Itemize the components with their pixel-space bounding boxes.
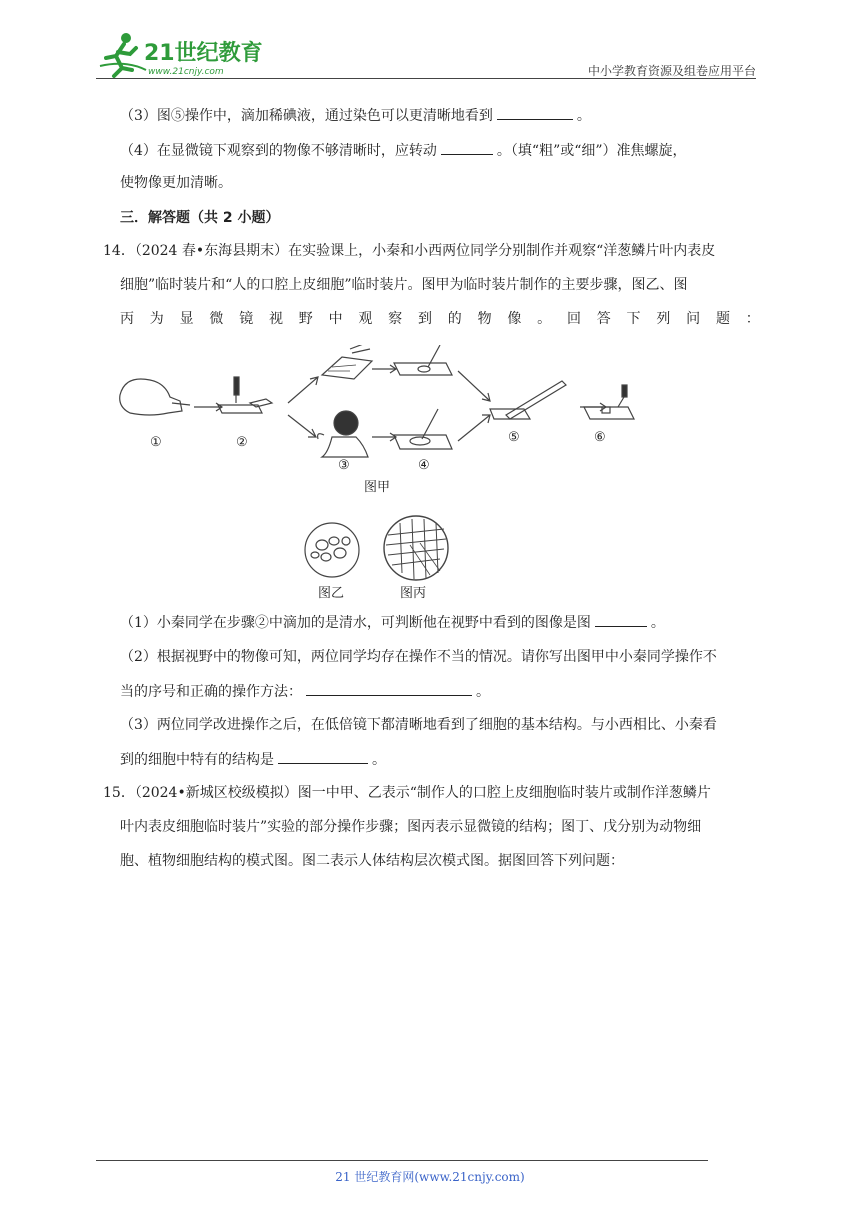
step5-coverslip-icon — [490, 381, 566, 419]
justified-char: 察 — [388, 311, 403, 327]
justified-char: 像 — [507, 311, 522, 327]
footer-divider — [96, 1160, 708, 1161]
answer-blank — [595, 612, 647, 627]
step-label: ③ — [338, 458, 350, 473]
figure-caption: 图丙 — [400, 586, 427, 601]
logo-url: www.21cnjy.com — [148, 67, 224, 77]
answer-blank — [278, 749, 368, 764]
justified-char: 题 — [715, 311, 730, 327]
step3-person-icon — [318, 411, 368, 457]
justified-char: 镜 — [239, 311, 254, 327]
footer-text: 21 世纪教育网(www.21cnjy.com) — [335, 1170, 525, 1184]
answer-blank — [306, 681, 472, 696]
circled-number: ② — [254, 615, 269, 631]
step-label: ① — [150, 435, 162, 450]
justified-char: 显 — [179, 311, 194, 327]
justified-char: 下 — [626, 311, 641, 327]
answer-blank — [497, 105, 573, 120]
q15-line1: 15．（2024•新城区校级模拟）图一中甲、乙表示“制作人的口腔上皮细胞临时装片或制作洋葱鳞片 — [103, 785, 711, 801]
figure-caption: 图甲 — [364, 480, 391, 495]
step4-slide-icon — [394, 409, 452, 449]
logo-text: 21世纪教育 — [144, 41, 263, 66]
justified-char: 视 — [268, 311, 283, 327]
justified-char: 答 — [596, 311, 611, 327]
header-divider — [96, 78, 756, 79]
experiment-figure — [110, 345, 750, 605]
answer-blank — [441, 140, 493, 155]
q14-sub2-line2: 当的序号和正确的操作方法： 。 — [120, 681, 490, 702]
q14-sub3-line1: （3）两位同学改进操作之后，在低倍镜下都清晰地看到了细胞的基本结构。与小西相比、小秦看 — [120, 717, 717, 733]
q14-line3 — [120, 309, 760, 329]
runner-logo-icon — [100, 33, 146, 76]
slide-sample-icon — [394, 345, 452, 375]
justified-char: 列 — [656, 311, 671, 327]
section-title: 三．解答题（共 2 小题） — [120, 210, 280, 226]
q14-sub2-line1: （2）根据视野中的物像可知，两位同学均存在操作不当的情况。请你写出图甲中小秦同学操作不 — [120, 649, 717, 665]
justified-char: 微 — [209, 311, 224, 327]
step2-dropper-icon — [218, 377, 272, 413]
step-label: ⑤ — [508, 430, 520, 445]
step6-stain-icon — [584, 385, 634, 419]
q14-line2: 细胞”临时装片和“人的口腔上皮细胞”临时装片。图甲为临时装片制作的主要步骤，图乙、图 — [120, 277, 688, 293]
justified-char: 。 — [537, 311, 552, 327]
justified-char: ： — [745, 311, 760, 327]
justified-char: 回 — [566, 311, 581, 327]
step1-hand-icon — [120, 379, 190, 415]
q13-item4: （4）在显微镜下观察到的物像不够清晰时，应转动 。（填“粗”或“细”）准焦螺旋， — [120, 140, 687, 161]
step-label: ⑥ — [594, 430, 606, 445]
justified-char: 丙 — [120, 311, 134, 327]
onion-peel-icon — [322, 345, 372, 379]
justified-char: 物 — [477, 311, 492, 327]
figure-caption: 图乙 — [318, 586, 345, 601]
justified-char: 中 — [328, 311, 343, 327]
justified-char: 到 — [417, 311, 432, 327]
step-label: ② — [236, 435, 248, 450]
platform-name: 中小学教育资源及组卷应用平台 — [587, 64, 756, 78]
circled-number: ⑤ — [170, 108, 185, 124]
view-c-icon — [384, 516, 448, 580]
view-b-icon — [305, 523, 359, 577]
q14-sub1: （1）小秦同学在步骤②中滴加的是清水，可判断他在视野中看到的图像是图 。 — [120, 612, 665, 633]
q14-sub3-line2: 到的细胞中特有的结构是 。 — [120, 749, 386, 770]
q15-line2: 叶内表皮细胞临时装片”实验的部分操作步骤；图丙表示显微镜的结构；图丁、戊分别为动物细 — [120, 819, 702, 835]
site-logo — [96, 30, 276, 78]
q14-line1: 14．（2024 春•东海县期末）在实验课上，小秦和小西两位同学分别制作并观察“洋葱鳞片叶内表皮 — [103, 243, 716, 259]
q13-item3: （3）图⑤操作中，滴加稀碘液，通过染色可以更清晰地看到 。 — [120, 105, 591, 126]
justified-char: 观 — [358, 311, 373, 327]
step-label: ④ — [418, 458, 430, 473]
justified-char: 的 — [447, 311, 462, 327]
justified-char: 野 — [298, 311, 313, 327]
q13-item4-cont: 使物像更加清晰。 — [120, 175, 232, 191]
q15-line3: 胞、植物细胞结构的模式图。图二表示人体结构层次模式图。据图回答下列问题： — [120, 853, 624, 869]
justified-char: 为 — [149, 311, 164, 327]
justified-char: 问 — [686, 311, 701, 327]
